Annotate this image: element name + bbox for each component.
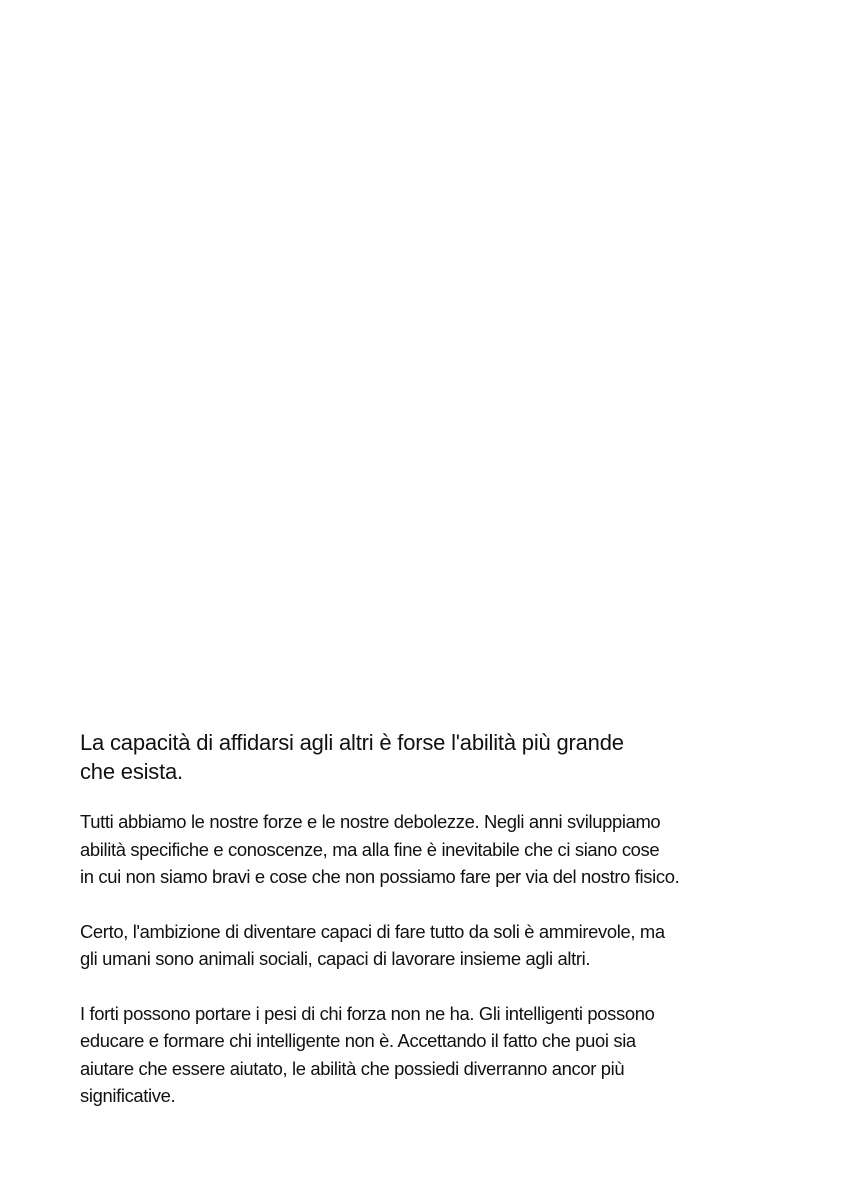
paragraph-ambition xyxy=(80,918,760,973)
heading-line: che esista. xyxy=(80,759,183,784)
paragraph-line: Tutti abbiamo le nostre forze e le nostre debolezze. Negli anni sviluppiamo xyxy=(80,811,661,832)
paragraph-strengths xyxy=(80,808,760,891)
paragraph-helping xyxy=(80,1000,760,1110)
paragraph-line: educare e formare chi intelligente non è. Accettando il fatto che puoi sia xyxy=(80,1030,636,1051)
heading-line: La capacità di affidarsi agli altri è forse l'abilità più grande xyxy=(80,730,624,755)
paragraph-line: significative. xyxy=(80,1085,176,1106)
paragraph-line: in cui non siamo bravi e cose che non possiamo fare per via del nostro fisico. xyxy=(80,866,680,887)
paragraph-line: Certo, l'ambizione di diventare capaci di fare tutto da soli è ammirevole, ma xyxy=(80,920,665,942)
paragraph-line: aiutare che essere aiutato, le abilità che possiedi diverranno ancor più xyxy=(80,1057,625,1079)
document-body xyxy=(80,728,760,1137)
paragraph-line: gli umani sono animali sociali, capaci di lavorare insieme agli altri. xyxy=(80,948,591,969)
paragraph-line: abilità specifiche e conoscenze, ma alla fine è inevitabile che ci siano cose xyxy=(80,838,660,860)
document-heading xyxy=(80,728,680,786)
paragraph-line: I forti possono portare i pesi di chi forza non ne ha. Gli intelligenti possono xyxy=(80,1002,655,1024)
